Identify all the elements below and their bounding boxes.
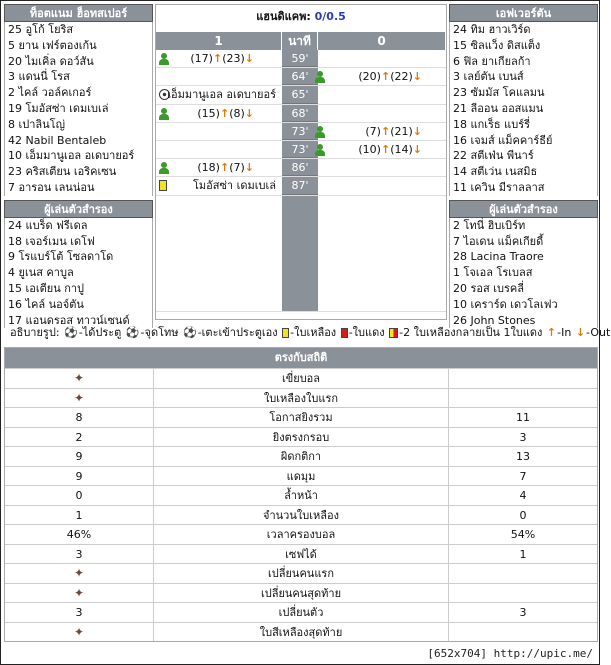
image-host-footer: [652x704] http://upic.me/ (427, 647, 593, 660)
event-player-in: (14) (390, 142, 413, 156)
own-goal-icon: ⚽ (183, 326, 197, 339)
event-minute: 59' (282, 50, 318, 67)
home-score: 1 (156, 32, 282, 50)
stat-away-value: 0 (519, 508, 527, 522)
stats-row (5, 602, 597, 622)
event-text (167, 86, 276, 104)
player-row: 19 โมอัสซ่า เดมเบเล่ (8, 101, 109, 115)
player-row: 18 เจอร์เมน เดโฟ (8, 234, 95, 248)
stat-label: ผิดกติกา (153, 447, 449, 466)
stat-home-value: 0 (75, 489, 83, 502)
legend-red: -ใบแดง (348, 326, 385, 339)
away-team-name: เอฟเวอร์ตัน (449, 4, 598, 22)
event-home-cell (156, 68, 282, 85)
substitution-icon (315, 144, 325, 156)
in-arrow-icon: ↑ (219, 106, 230, 120)
event-away-cell (318, 141, 446, 158)
player-row: 23 ซัมมัส โคแลมน (453, 86, 545, 100)
event-player-out: (18) (197, 161, 220, 175)
event-player-in: (21) (390, 124, 413, 138)
event-minute: 87' (282, 177, 318, 194)
player-row: 3 เลย์ตัน เบนส์ (453, 70, 524, 84)
player-row: 1 โจเอล โรเบลส (453, 266, 533, 280)
event-minute: 65' (282, 86, 318, 103)
second-yellow-icon (389, 328, 398, 338)
event-away-cell (318, 86, 446, 103)
stat-home-value (5, 389, 153, 408)
event-away-cell (318, 68, 446, 85)
stats-title: ตรงกับสถิติ (5, 348, 597, 368)
stat-home-value: 2 (75, 430, 83, 444)
player-row: 5 ยาน เฟร์ตองเก้น (8, 38, 97, 52)
out-arrow-icon: ↓ (244, 161, 254, 175)
stats-rows (5, 368, 597, 641)
event-player: เอ็มมานูเอล อเดบายอร์ (167, 88, 276, 102)
player-row: 2 โทนี่ ฮิบเบิร์ท (453, 218, 526, 232)
event-player-out: (7) (365, 124, 381, 138)
stat-home-value: 3 (75, 547, 83, 561)
home-subs-header: ผู้เล่นตัวสำรอง (4, 200, 153, 218)
stat-home-value: 46% (66, 528, 92, 541)
player-row: 15 ซิลแว็ง ดิสแต็ง (453, 38, 541, 52)
stats-row (5, 505, 597, 525)
player-row: 8 เปาลินโญ่ (8, 117, 65, 131)
event-away-cell (318, 105, 446, 122)
stat-away-value: 1 (519, 547, 527, 561)
in-arrow-icon: ↑ (546, 326, 557, 339)
event-player-in: (8) (229, 106, 245, 120)
substitution-icon (315, 71, 325, 83)
legend-title: อธิบายรูป: (10, 326, 60, 339)
stat-label: เปลี่ยนตัว (153, 603, 449, 622)
yellow-card-icon (159, 180, 167, 191)
substitution-icon (159, 108, 169, 120)
player-row: 28 Lacina Traore (453, 250, 544, 264)
stat-label: เขี่ยบอล (153, 369, 449, 388)
home-subs-list (4, 218, 153, 329)
stat-label: เซฟได้ (153, 545, 449, 564)
event-away-cell (318, 159, 446, 176)
stat-away-value: 4 (519, 489, 527, 502)
legend-in: -In (557, 326, 572, 339)
event-home-cell (156, 50, 282, 67)
legend-goal: -ได้ประตู (78, 326, 122, 339)
red-card-icon (341, 328, 348, 338)
event-text (190, 50, 254, 68)
out-arrow-icon: ↓ (412, 124, 422, 138)
player-row: 10 เอ็มมานูเอล อเดบายอร์ (8, 149, 135, 163)
event-row (156, 68, 446, 86)
yellow-card-icon (282, 328, 289, 338)
player-row: 3 แดนนี่ โรส (8, 70, 70, 84)
stat-home-value (5, 623, 153, 642)
stats-row (5, 427, 597, 447)
match-stats-table (4, 347, 598, 642)
away-score: 0 (318, 32, 446, 50)
player-row: 9 โรแบร์โต้ โซลดาโด (8, 250, 114, 264)
stat-away-value: 7 (519, 469, 527, 483)
event-away-cell (318, 177, 446, 194)
event-row (156, 141, 446, 159)
event-home-cell (156, 123, 282, 140)
out-arrow-icon: ↓ (575, 326, 586, 339)
stat-home-value (5, 584, 153, 603)
icon-legend (4, 322, 611, 344)
substitution-icon (315, 126, 325, 138)
stat-away-value (449, 584, 597, 603)
home-team-name: ท็อตแนม ฮ็อทสเปอร์ (4, 4, 153, 22)
stats-row (5, 446, 597, 466)
away-starters-list (449, 22, 598, 196)
event-player: โมอัสซ่า เดมเบเล่ (192, 179, 276, 193)
match-panel (4, 4, 611, 644)
match-events-panel (155, 4, 447, 320)
event-text (197, 105, 254, 123)
player-row: 15 เอเตียน กาปู (8, 281, 85, 295)
event-player-out: (10) (358, 142, 381, 156)
event-minute: 68' (282, 105, 318, 122)
legend-penalty: -จุดโทษ (140, 326, 179, 339)
player-row: 22 สตีเฟ่น พีนาร์ (453, 149, 534, 163)
event-player-in: (22) (390, 70, 413, 84)
in-arrow-icon: ↑ (219, 161, 230, 175)
in-arrow-icon: ↑ (380, 142, 391, 156)
substitution-icon (159, 162, 169, 174)
event-row (156, 86, 446, 104)
stat-label: เวลาครองบอล (153, 525, 449, 544)
event-player-out: (20) (358, 70, 381, 84)
player-row: 4 ยูเนส คาบูล (8, 266, 74, 280)
stats-row (5, 368, 597, 388)
event-away-cell (318, 50, 446, 67)
player-row: 25 อูโก้ โยริส (8, 23, 74, 36)
out-arrow-icon: ↓ (412, 70, 422, 84)
minute-header: นาที (282, 32, 318, 50)
event-row (156, 123, 446, 141)
stats-row (5, 583, 597, 603)
player-row: 42 Nabil Bentaleb (8, 133, 107, 147)
goal-icon: ⚽ (64, 326, 78, 339)
player-row: 14 สตีเว่น เนสมิธ (453, 165, 538, 179)
event-home-cell (156, 141, 282, 158)
event-row (156, 177, 446, 195)
stat-label: แดมุม (153, 467, 449, 486)
legend-yellow: -ใบเหลือง (290, 326, 337, 339)
out-arrow-icon: ↓ (412, 142, 422, 156)
away-team-column (449, 4, 598, 328)
event-home-cell (156, 159, 282, 176)
player-row: 11 เควิน มีราลลาส (453, 180, 545, 194)
penalty-icon: ⚽ (125, 326, 140, 339)
event-text (365, 123, 422, 141)
first-marker-icon: ✦ (73, 390, 85, 405)
legend-out: -Out (586, 326, 611, 339)
stat-away-value: 11 (516, 411, 530, 424)
away-subs-header: ผู้เล่นตัวสำรอง (449, 200, 598, 218)
event-minute: 73' (282, 141, 318, 158)
player-row: 16 เจมส์ แม็คคาร์ธีย์ (453, 133, 553, 147)
stat-away-value (449, 369, 597, 388)
stat-label: เปลี่ยนคนแรก (153, 564, 449, 583)
stat-away-value: 3 (519, 606, 527, 619)
player-row: 20 ไมเคิ่ล ดอว์สัน (8, 54, 94, 68)
out-arrow-icon: ↓ (244, 52, 254, 65)
in-arrow-icon: ↑ (380, 124, 391, 138)
stat-label: ใบเหลืองใบแรก (153, 389, 449, 408)
player-row: 7 อารอน เลนน่อน (8, 180, 95, 194)
stat-away-value (449, 623, 597, 642)
stat-label: เปลี่ยนคนสุดท้าย (153, 584, 449, 603)
event-player-in: (23) (222, 52, 245, 65)
handicap-row (156, 5, 446, 32)
stats-row (5, 524, 597, 544)
stat-home-value: 9 (75, 450, 83, 463)
stat-home-value: 9 (75, 469, 83, 483)
stat-label: โอกาสยิงรวม (153, 408, 449, 427)
player-row: 7 ไอเดน แม็คเกียดี้ (453, 234, 544, 248)
substitution-icon (159, 53, 169, 65)
stats-row (5, 388, 597, 408)
stat-away-value (449, 564, 597, 583)
legend-second-yellow: -2 ใบเหลืองกลายเป็น 1ใบแดง (399, 326, 543, 339)
events-empty-area (156, 196, 446, 312)
player-row: 2 ไคล์ วอล์คเกอร์ (8, 86, 92, 100)
event-player-in: (7) (229, 161, 245, 175)
player-row: 24 ทิม ฮาวเวิร์ด (453, 23, 531, 36)
stat-label: ยิงตรงกรอบ (153, 428, 449, 447)
event-text (358, 68, 422, 86)
stat-home-value: 3 (75, 606, 83, 619)
events-list (156, 50, 446, 196)
home-team-column (4, 4, 153, 328)
stat-away-value: 54% (510, 528, 536, 541)
stats-row (5, 622, 597, 642)
player-row: 23 คริสเตียน เอริคเซน (8, 165, 117, 179)
player-row: 16 ไคล์ นอจ์ตัน (8, 297, 84, 311)
event-home-cell (156, 105, 282, 122)
away-subs-list (449, 218, 598, 329)
player-row: 6 ฟิล ยาเกียลก้า (453, 54, 531, 68)
player-row: 24 แบร็ด ฟรีเดล (8, 218, 88, 232)
first-marker-icon: ✦ (73, 585, 85, 600)
stat-home-value (5, 369, 153, 388)
event-player-out: (17) (190, 52, 213, 65)
stats-row (5, 466, 597, 486)
event-minute: 64' (282, 68, 318, 85)
stats-row (5, 563, 597, 583)
stats-row (5, 407, 597, 427)
legend-own-goal: -เตะเข้าประตูเอง (197, 326, 278, 339)
event-home-cell (156, 177, 282, 194)
player-row: 18 แกเร็ธ แบร์รี่ (453, 117, 531, 131)
stat-home-value: 8 (75, 411, 83, 424)
stat-label: ล้ำหน้า (153, 486, 449, 505)
stat-home-value: 1 (75, 508, 83, 522)
player-row: 20 รอส เบรคลี่ (453, 281, 524, 295)
stat-label: ใบสีเหลืองสุดท้าย (153, 623, 449, 642)
event-row (156, 159, 446, 177)
first-marker-icon: ✦ (73, 371, 85, 385)
first-marker-icon: ✦ (73, 624, 85, 639)
in-arrow-icon: ↑ (212, 52, 223, 65)
first-marker-icon: ✦ (73, 566, 85, 580)
event-text (358, 141, 422, 159)
event-player-out: (15) (197, 106, 220, 120)
stat-away-value: 13 (516, 450, 530, 463)
event-away-cell (318, 123, 446, 140)
event-minute: 86' (282, 159, 318, 176)
player-row: 21 ลีออน ออสแมน (453, 101, 544, 115)
event-text (197, 159, 254, 177)
event-minute: 73' (282, 123, 318, 140)
stat-away-value: 3 (519, 430, 527, 444)
handicap-value: 0/0.5 (314, 10, 346, 23)
event-home-cell (156, 86, 282, 103)
stats-row (5, 544, 597, 564)
event-text (193, 177, 276, 195)
stat-away-value (449, 389, 597, 408)
player-row: 17 แอนดรอส ทาวน์เซนด์ (8, 313, 130, 327)
player-row: 26 John Stones (453, 313, 536, 327)
stats-row (5, 485, 597, 505)
events-header (156, 32, 446, 50)
stat-home-value (5, 564, 153, 583)
event-row (156, 50, 446, 68)
in-arrow-icon: ↑ (380, 70, 391, 84)
home-starters-list (4, 22, 153, 196)
handicap-label: แฮนดิแคพ: (256, 10, 311, 23)
event-row (156, 105, 446, 123)
stat-label: จำนวนใบเหลือง (153, 506, 449, 525)
out-arrow-icon: ↓ (244, 106, 254, 120)
player-row: 10 เคราร์ด เดวโลเฟว (453, 297, 558, 311)
